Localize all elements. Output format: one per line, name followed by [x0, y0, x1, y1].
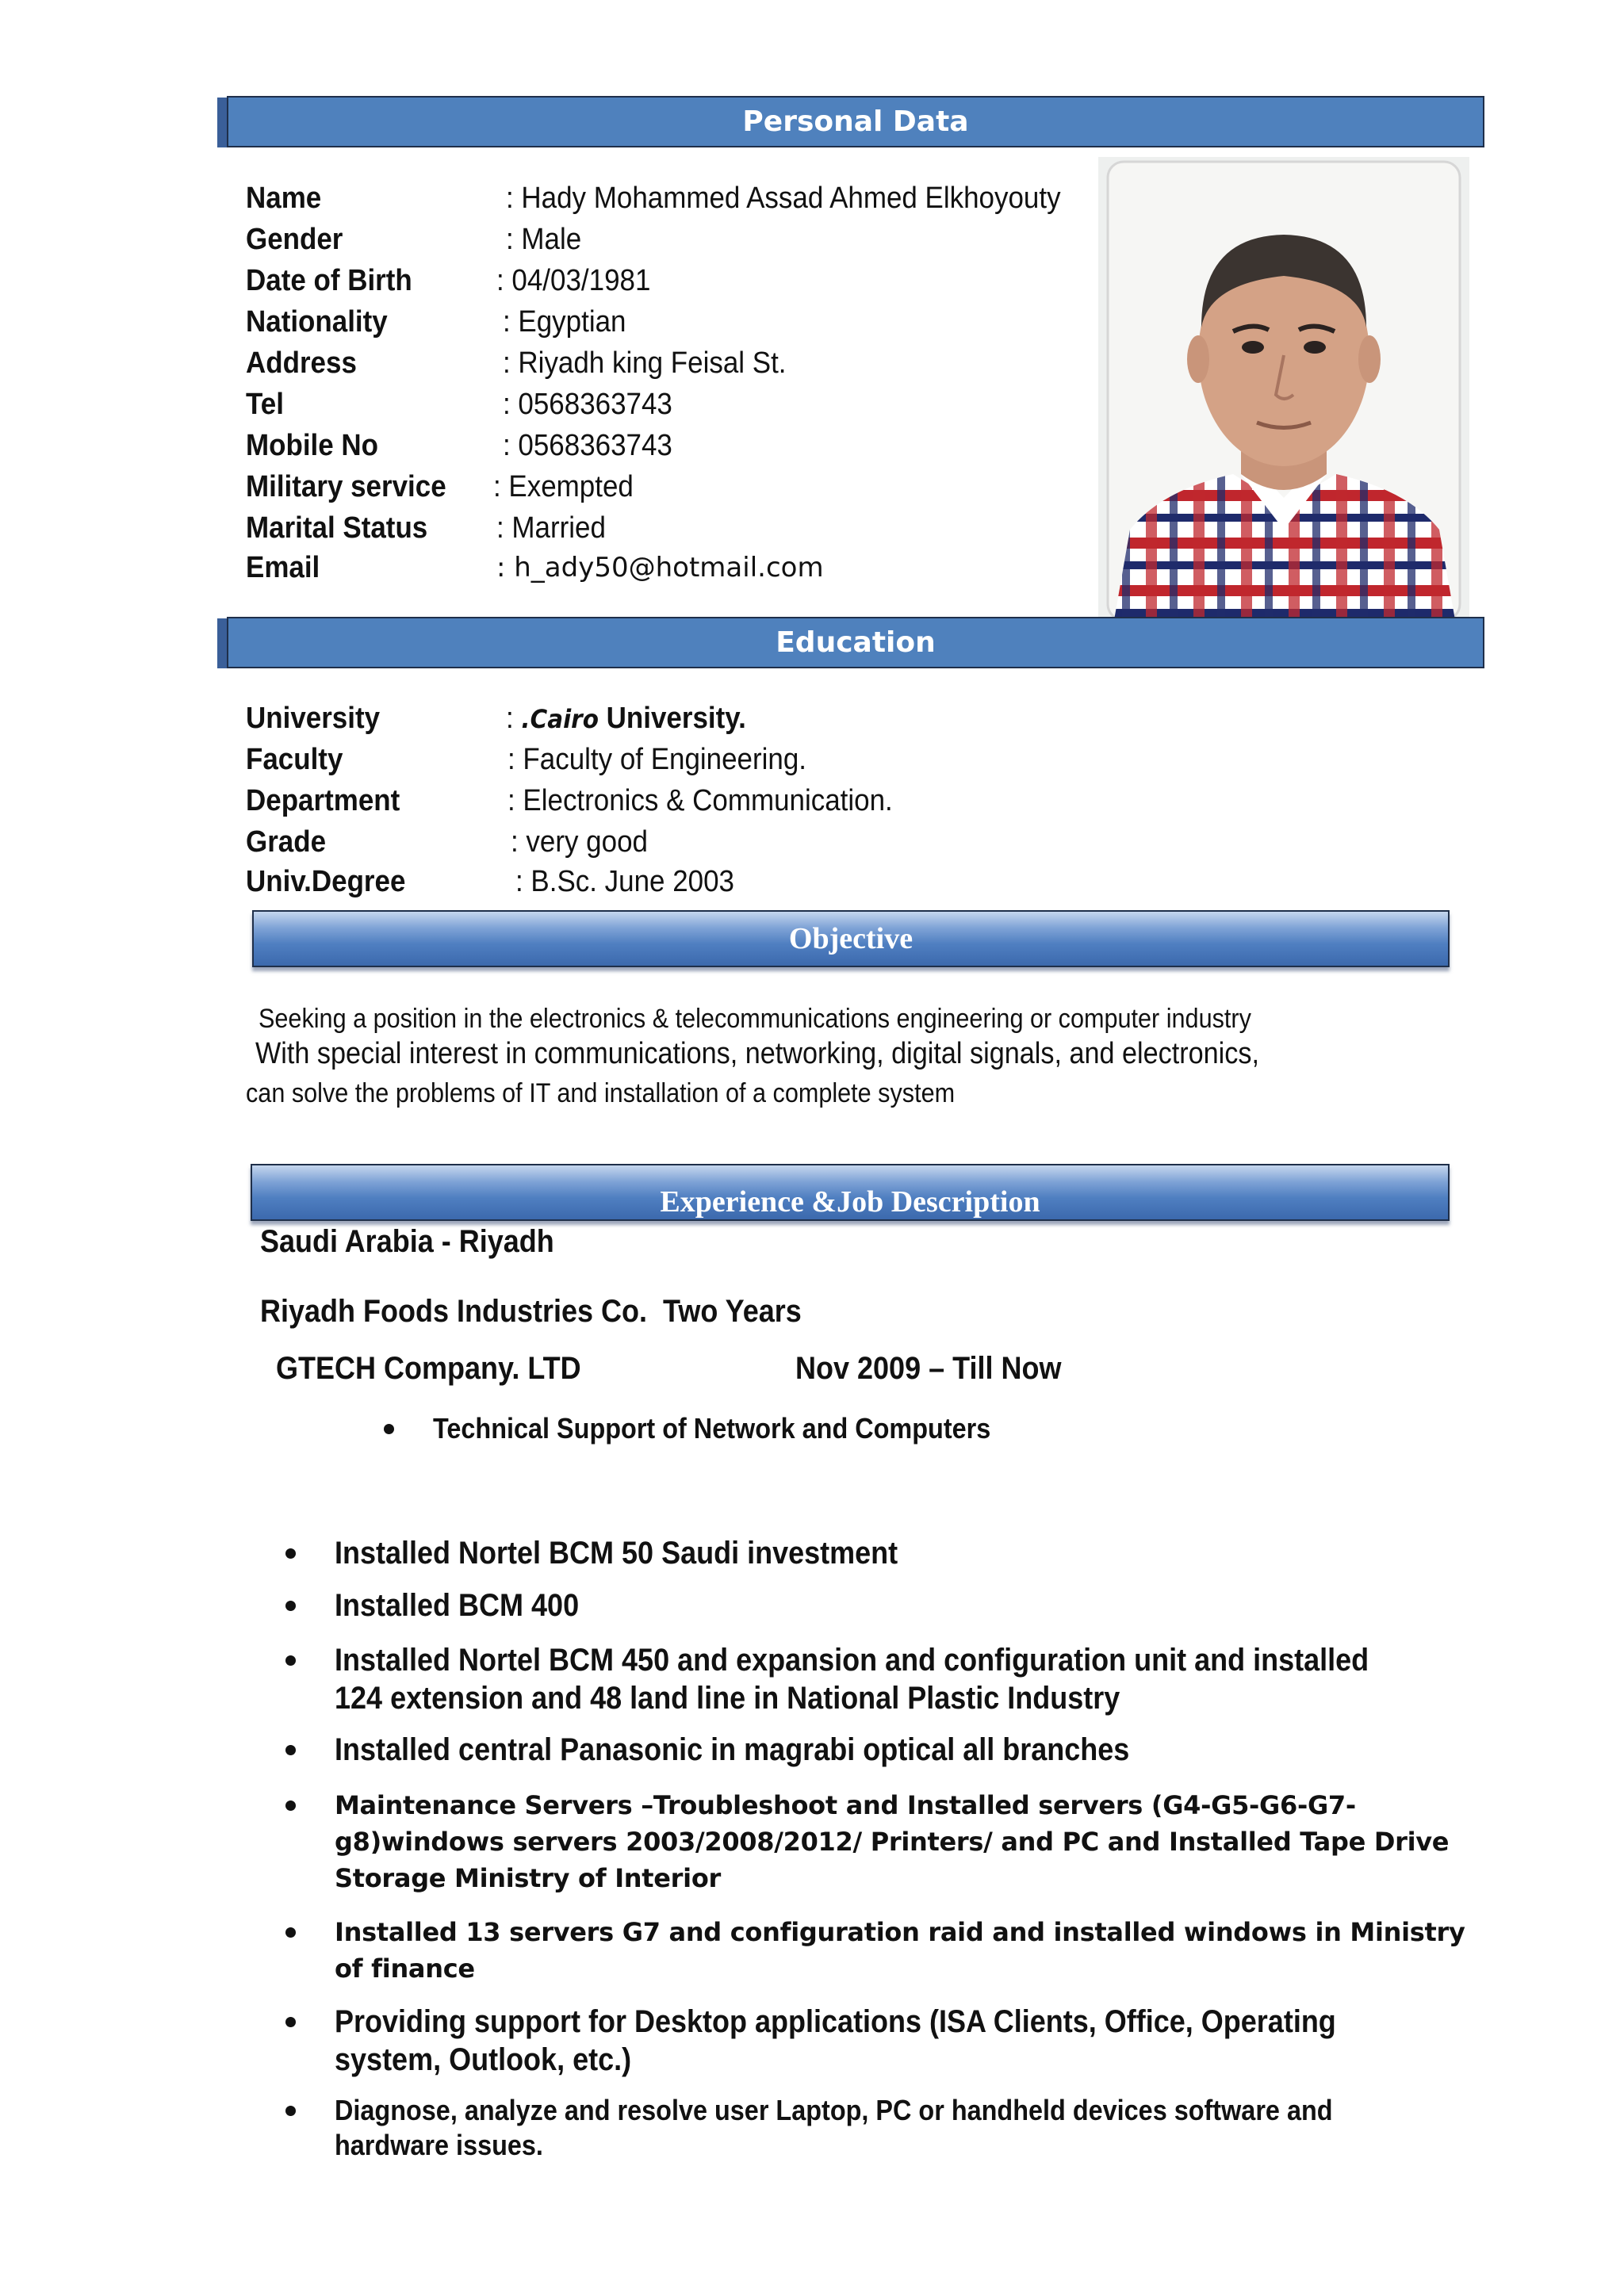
education-label: Univ.Degree: [246, 865, 406, 898]
bullet-icon: [285, 2017, 296, 2027]
objective-line-2: With special interest in communications, networking, digital signals, and electronics,: [255, 1037, 1259, 1070]
education-value: : Electronics & Communication.: [508, 784, 893, 817]
company1-name: Riyadh Foods Industries Co.: [260, 1294, 648, 1329]
personal-label: Marital Status: [246, 511, 428, 545]
experience-bullet-text: Installed central Panasonic in magrabi optical all branches: [335, 1732, 1130, 1767]
personal-label: Tel: [246, 388, 284, 421]
education-header: Education: [227, 617, 1484, 668]
bullet-icon: [285, 1601, 296, 1611]
personal-value: : Male: [506, 223, 582, 256]
experience-header: Experience &Job Description: [251, 1164, 1450, 1221]
university-label: University: [246, 702, 381, 735]
bullet-icon: [285, 1745, 296, 1755]
university-name: University.: [598, 702, 746, 735]
objective-line-1: Seeking a position in the electronics & telecommunications engineering or computer industry: [259, 1004, 1251, 1034]
university-value: [506, 701, 746, 737]
personal-label: Name: [246, 182, 322, 215]
university-separator: :: [506, 702, 522, 735]
experience-location: Saudi Arabia - Riyadh: [260, 1224, 554, 1259]
personal-value: : Married: [496, 511, 606, 545]
bullet-icon: [285, 1548, 296, 1559]
experience-bullet-text: Installed 13 servers G7 and configuration raid and installed windows in Ministry of finance: [335, 1917, 1465, 1984]
university-city: .Cairo: [521, 704, 599, 734]
personal-value: : Egyptian: [503, 305, 626, 339]
personal-label: Nationality: [246, 305, 388, 339]
personal-value: : Riyadh king Feisal St.: [503, 346, 787, 380]
personal-label: Date of Birth: [246, 264, 412, 297]
education-value: : B.Sc. June 2003: [515, 865, 734, 898]
experience-bullet-text: Installed BCM 400: [335, 1588, 580, 1623]
experience-bullet-text: Providing support for Desktop applications (ISA Clients, Office, Operating system, Outlook, etc.): [335, 2004, 1336, 2077]
personal-label: Email: [246, 551, 320, 584]
education-value: : very good: [511, 825, 648, 859]
objective-line-3: can solve the problems of IT and installation of a complete system: [246, 1078, 956, 1108]
education-label: Faculty: [246, 743, 343, 776]
education-label: Department: [246, 784, 400, 817]
bullet-icon: [285, 1655, 296, 1666]
personal-value: : Hady Mohammed Assad Ahmed Elkhoyouty: [506, 182, 1061, 215]
personal-data-header: Personal Data: [227, 96, 1484, 147]
education-value: : Faculty of Engineering.: [508, 743, 806, 776]
experience-bullet-text: Installed Nortel BCM 450 and expansion and configuration unit and installed 124 extension and 48 land line in National Plastic Industry: [335, 1643, 1369, 1716]
role-text: Technical Support of Network and Computers: [433, 1412, 991, 1445]
personal-label: Address: [246, 346, 357, 380]
experience-bullet-text: Installed Nortel BCM 50 Saudi investment: [335, 1536, 898, 1571]
personal-label: Gender: [246, 223, 343, 256]
bullet-icon: [285, 1927, 296, 1938]
profile-photo: [1098, 157, 1469, 620]
company2-name: GTECH Company. LTD: [276, 1351, 581, 1386]
bullet-icon: [384, 1424, 394, 1434]
experience-bullet-text: Diagnose, analyze and resolve user Laptop, PC or handheld devices software and hardware issues.: [335, 2094, 1333, 2161]
objective-header: Objective: [252, 910, 1450, 967]
person-photo-icon: [1098, 157, 1469, 620]
personal-value: : 0568363743: [503, 388, 672, 421]
bullet-icon: [285, 2106, 296, 2116]
personal-value: : h_ady50@hotmail.com: [496, 552, 824, 584]
experience-bullet-text: Maintenance Servers –Troubleshoot and Installed servers (G4-G5-G6-G7-g8)windows servers 2003/2008/2012/ Printers/ and PC and Installed Tape Drive Storage Ministry of Interior: [335, 1790, 1450, 1893]
personal-value: : 04/03/1981: [496, 264, 651, 297]
education-label: Grade: [246, 825, 327, 859]
personal-value: : Exempted: [493, 470, 634, 503]
personal-label: Mobile No: [246, 429, 379, 462]
personal-label: Military service: [246, 470, 446, 503]
personal-value: : 0568363743: [503, 429, 672, 462]
bullet-icon: [285, 1800, 296, 1811]
company1-duration: Two Years: [663, 1294, 802, 1329]
company2-duration: Nov 2009 – Till Now: [795, 1351, 1062, 1386]
